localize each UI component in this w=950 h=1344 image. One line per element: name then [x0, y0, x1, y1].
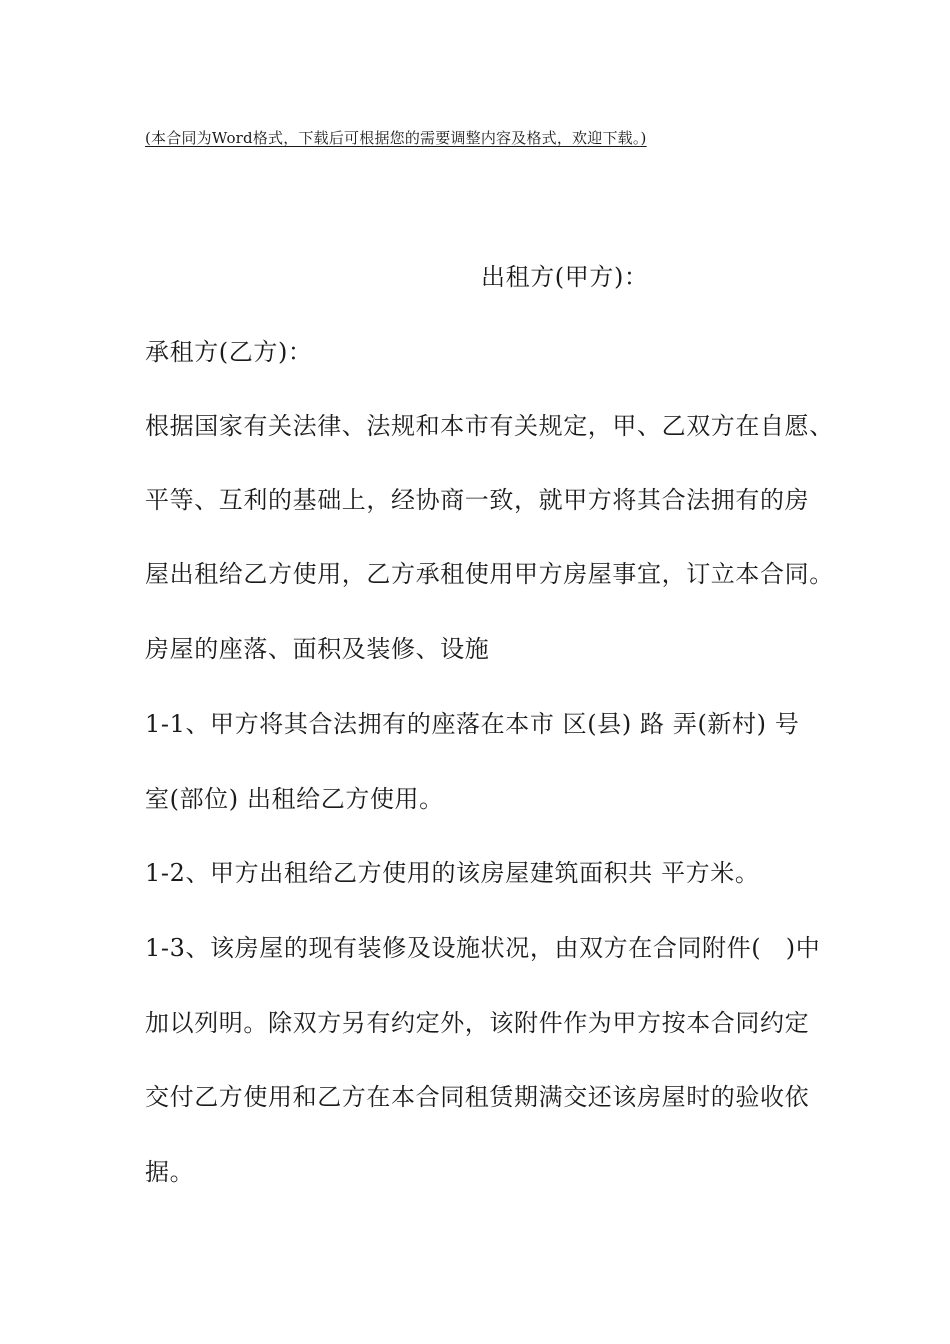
- clause-1-1-line-1: 1-1、甲方将其合法拥有的座落在本市 区(县) 路 弄(新村) 号: [145, 710, 800, 738]
- clause-1-3-line-3: 交付乙方使用和乙方在本合同租赁期满交还该房屋时的验收依: [145, 1083, 810, 1111]
- lessee-label: 承租方(乙方)：: [145, 338, 313, 366]
- clause-1-2: 1-2、甲方出租给乙方使用的该房屋建筑面积共 平方米。: [145, 859, 760, 887]
- clause-1-1-line-2: 室(部位) 出租给乙方使用。: [145, 785, 444, 813]
- format-notice-link[interactable]: (本合同为Word格式，下载后可根据您的需要调整内容及格式，欢迎下载。): [145, 129, 647, 147]
- preamble-line-3: 屋出租给乙方使用，乙方承租使用甲方房屋事宜，订立本合同。: [145, 560, 834, 588]
- clause-1-3-line-2: 加以列明。除双方另有约定外，该附件作为甲方按本合同约定: [145, 1009, 810, 1037]
- section-title: 房屋的座落、面积及装修、设施: [145, 635, 490, 663]
- clause-1-3-line-1: 1-3、该房屋的现有装修及设施状况，由双方在合同附件( )中: [145, 934, 821, 962]
- clause-1-3-line-4: 据。: [145, 1158, 195, 1186]
- preamble-line-1: 根据国家有关法律、法规和本市有关规定，甲、乙双方在自愿、: [145, 412, 834, 440]
- lessor-label: 出租方(甲方)：: [481, 263, 649, 291]
- preamble-line-2: 平等、互利的基础上，经协商一致，就甲方将其合法拥有的房: [145, 486, 810, 514]
